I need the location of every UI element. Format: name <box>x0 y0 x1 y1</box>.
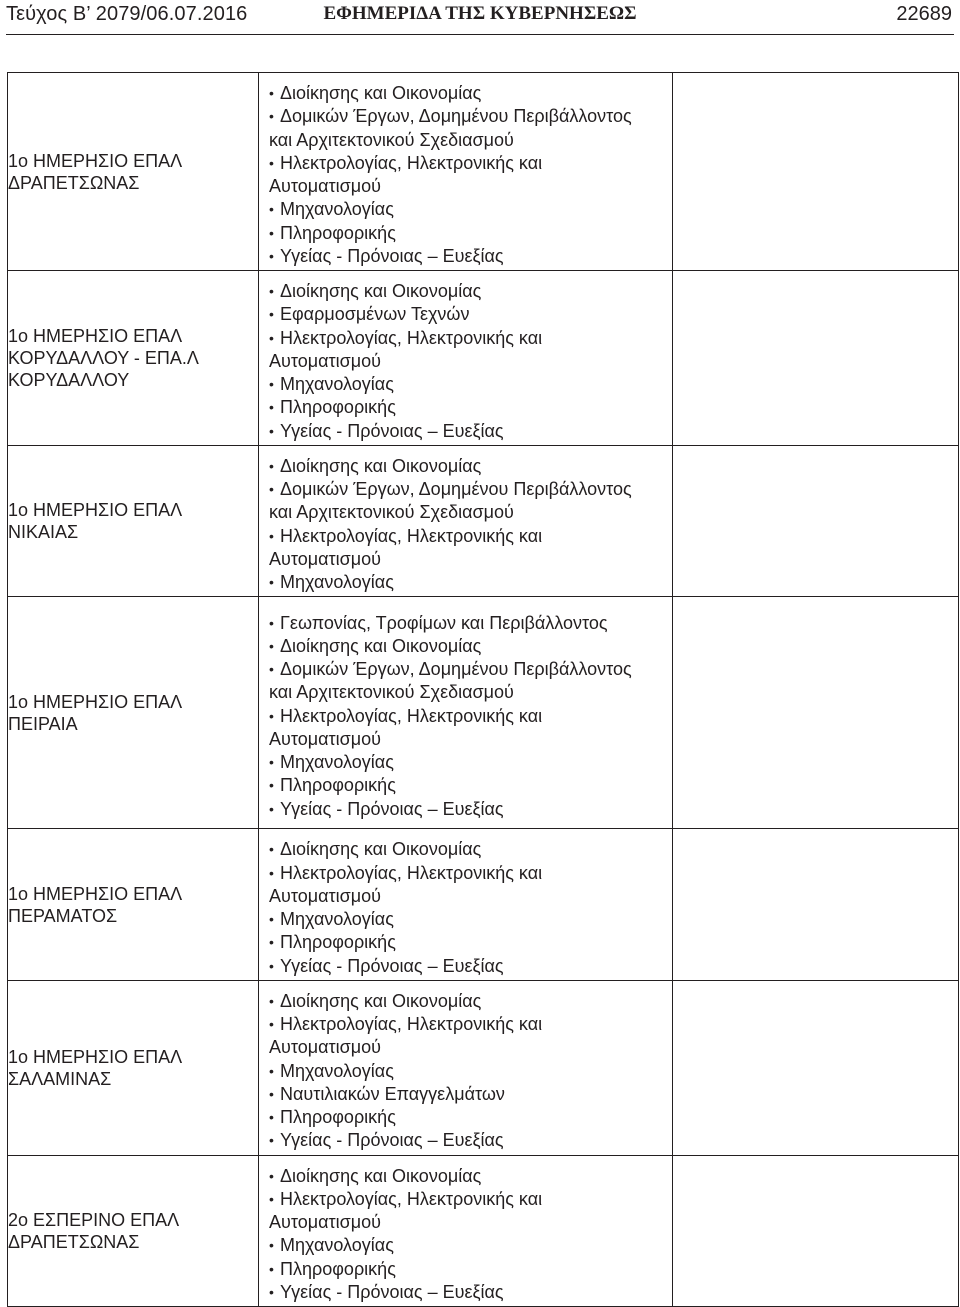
specialty-item: • Μηχανολογίας <box>269 198 672 221</box>
specialties-list <box>259 612 672 821</box>
specialties-cell <box>259 829 673 981</box>
school-cell <box>8 1155 259 1307</box>
specialties-list <box>259 838 672 978</box>
table-row <box>8 73 959 271</box>
specialty-item-continuation: Αυτοματισμού <box>269 548 381 569</box>
specialty-item: • Δομικών Έργων, Δομημένου Περιβάλλοντος <box>269 658 672 681</box>
table-row <box>8 445 959 597</box>
specialty-item-continuation: και Αρχιτεκτονικού Σχεδιασμού <box>269 682 514 703</box>
specialty-item-continuation: Αυτοματισμού <box>269 350 381 371</box>
specialty-item: • Διοίκησης και Οικονομίας <box>269 635 672 658</box>
school-cell <box>8 445 259 597</box>
empty-cell <box>673 73 959 271</box>
header-rule <box>6 34 954 35</box>
specialties-list <box>259 990 672 1153</box>
specialty-item: • Πληροφορικής <box>269 222 672 245</box>
specialty-item: • Ναυτιλιακών Επαγγελμάτων <box>269 1083 672 1106</box>
specialty-item: • Υγείας - Πρόνοιας – Ευεξίας <box>269 955 672 978</box>
school-name-line: ΣΑΛΑΜΙΝΑΣ <box>8 1068 112 1089</box>
empty-cell <box>673 271 959 446</box>
school-cell <box>8 271 259 446</box>
specialty-item: • Διοίκησης και Οικονομίας <box>269 1165 672 1188</box>
page-number: 22689 <box>896 3 952 25</box>
table-row <box>8 829 959 981</box>
empty-cell <box>673 1155 959 1307</box>
specialty-item: • Υγείας - Πρόνοιας – Ευεξίας <box>269 798 672 821</box>
specialty-item: • Εφαρμοσμένων Τεχνών <box>269 303 672 326</box>
specialty-item-continuation: και Αρχιτεκτονικού Σχεδιασμού <box>269 129 514 150</box>
school-cell <box>8 597 259 829</box>
specialties-cell <box>259 271 673 446</box>
specialty-item: • Διοίκησης και Οικονομίας <box>269 82 672 105</box>
specialty-item-continuation: Αυτοματισμού <box>269 728 381 749</box>
specialty-item-continuation: Αυτοματισμού <box>269 176 381 196</box>
specialty-item-continuation: και Αρχιτεκτονικού Σχεδιασμού <box>269 502 514 523</box>
specialties-list <box>259 1165 672 1305</box>
specialty-item: • Ηλεκτρολογίας, Ηλεκτρονικής και <box>269 525 672 548</box>
specialty-item: • Διοίκησης και Οικονομίας <box>269 838 672 861</box>
specialty-item: • Υγείας - Πρόνοιας – Ευεξίας <box>269 1129 672 1152</box>
school-name-line: ΠΕΙΡΑΙΑ <box>8 713 78 734</box>
empty-cell <box>673 445 959 597</box>
specialty-item: • Ηλεκτρολογίας, Ηλεκτρονικής και <box>269 1013 672 1036</box>
empty-cell <box>673 597 959 829</box>
school-cell <box>8 73 259 271</box>
schools-table-body <box>8 73 959 1307</box>
issue-reference: Τεύχος Β’ 2079/06.07.2016 <box>6 3 248 25</box>
specialty-item: • Μηχανολογίας <box>269 908 672 931</box>
school-name-line: 2ο ΕΣΠΕΡΙΝΟ ΕΠΑΛ <box>8 1209 180 1230</box>
table-row <box>8 1155 959 1307</box>
specialty-item: • Μηχανολογίας <box>269 571 672 594</box>
specialty-item: • Πληροφορικής <box>269 1106 672 1129</box>
specialty-item: • Πληροφορικής <box>269 931 672 954</box>
specialty-item-continuation: Αυτοματισμού <box>269 1212 381 1232</box>
specialty-item: • Διοίκησης και Οικονομίας <box>269 280 672 303</box>
school-cell <box>8 980 259 1155</box>
specialties-list <box>259 280 672 443</box>
specialty-item: • Μηχανολογίας <box>269 373 672 396</box>
specialty-item: • Υγείας - Πρόνοιας – Ευεξίας <box>269 420 672 443</box>
school-name-line: 1ο ΗΜΕΡΗΣΙΟ ΕΠΑΛ <box>8 691 183 712</box>
school-name-line: ΚΟΡΥΔΑΛΛΟΥ <box>8 369 130 390</box>
specialty-item: • Υγείας - Πρόνοιας – Ευεξίας <box>269 245 672 268</box>
schools-table <box>7 72 959 1307</box>
specialties-list <box>259 455 672 595</box>
gazette-title: ΕΦΗΜΕΡΙΔΑ ΤΗΣ ΚΥΒΕΡΝΗΣΕΩΣ <box>323 3 637 24</box>
specialty-item: • Ηλεκτρολογίας, Ηλεκτρονικής και <box>269 327 672 350</box>
school-cell <box>8 829 259 981</box>
specialty-item-continuation: Αυτοματισμού <box>269 1037 381 1058</box>
table-row <box>8 271 959 446</box>
school-name-line: 1ο ΗΜΕΡΗΣΙΟ ΕΠΑΛ <box>8 500 183 520</box>
school-name-line: ΔΡΑΠΕΤΣΩΝΑΣ <box>8 1231 140 1252</box>
empty-cell <box>673 980 959 1155</box>
specialty-item: • Γεωπονίας, Τροφίμων και Περιβάλλοντος <box>269 612 672 635</box>
empty-cell <box>673 829 959 981</box>
school-name-line: 1ο ΗΜΕΡΗΣΙΟ ΕΠΑΛ <box>8 1046 183 1067</box>
school-name-line: 1ο ΗΜΕΡΗΣΙΟ ΕΠΑΛ <box>8 150 183 171</box>
specialty-item: • Πληροφορικής <box>269 774 672 797</box>
specialty-item: • Πληροφορικής <box>269 396 672 419</box>
specialty-item: • Πληροφορικής <box>269 1258 672 1281</box>
specialty-item: • Μηχανολογίας <box>269 1234 672 1257</box>
specialty-item: • Μηχανολογίας <box>269 751 672 774</box>
school-name-line: ΠΕΡΑΜΑΤΟΣ <box>8 905 118 926</box>
specialty-item: • Μηχανολογίας <box>269 1060 672 1083</box>
specialties-cell <box>259 980 673 1155</box>
specialty-item: • Ηλεκτρολογίας, Ηλεκτρονικής και <box>269 705 672 728</box>
specialty-item: • Διοίκησης και Οικονομίας <box>269 990 672 1013</box>
school-name-line: 1ο ΗΜΕΡΗΣΙΟ ΕΠΑΛ <box>8 325 183 346</box>
school-name-line: ΚΟΡΥΔΑΛΛΟΥ - ΕΠΑ.Λ <box>8 347 199 368</box>
specialty-item: • Ηλεκτρολογίας, Ηλεκτρονικής και <box>269 152 672 175</box>
specialties-list <box>259 82 672 268</box>
specialty-item: • Ηλεκτρολογίας, Ηλεκτρονικής και <box>269 862 672 885</box>
school-name-line: 1ο ΗΜΕΡΗΣΙΟ ΕΠΑΛ <box>8 883 183 904</box>
specialty-item: • Υγείας - Πρόνοιας – Ευεξίας <box>269 1281 672 1304</box>
table-row <box>8 980 959 1155</box>
table-row <box>8 597 959 829</box>
specialties-cell <box>259 73 673 271</box>
page-header <box>0 0 960 32</box>
school-name-line: ΝΙΚΑΙΑΣ <box>8 522 79 542</box>
school-name-line: ΔΡΑΠΕΤΣΩΝΑΣ <box>8 172 140 193</box>
specialty-item: • Δομικών Έργων, Δομημένου Περιβάλλοντος <box>269 478 672 501</box>
specialty-item-continuation: Αυτοματισμού <box>269 885 381 906</box>
specialties-cell <box>259 1155 673 1307</box>
specialties-cell <box>259 597 673 829</box>
specialty-item: • Δομικών Έργων, Δομημένου Περιβάλλοντος <box>269 105 672 128</box>
specialty-item: • Ηλεκτρολογίας, Ηλεκτρονικής και <box>269 1188 672 1211</box>
specialty-item: • Διοίκησης και Οικονομίας <box>269 455 672 478</box>
specialties-cell <box>259 445 673 597</box>
